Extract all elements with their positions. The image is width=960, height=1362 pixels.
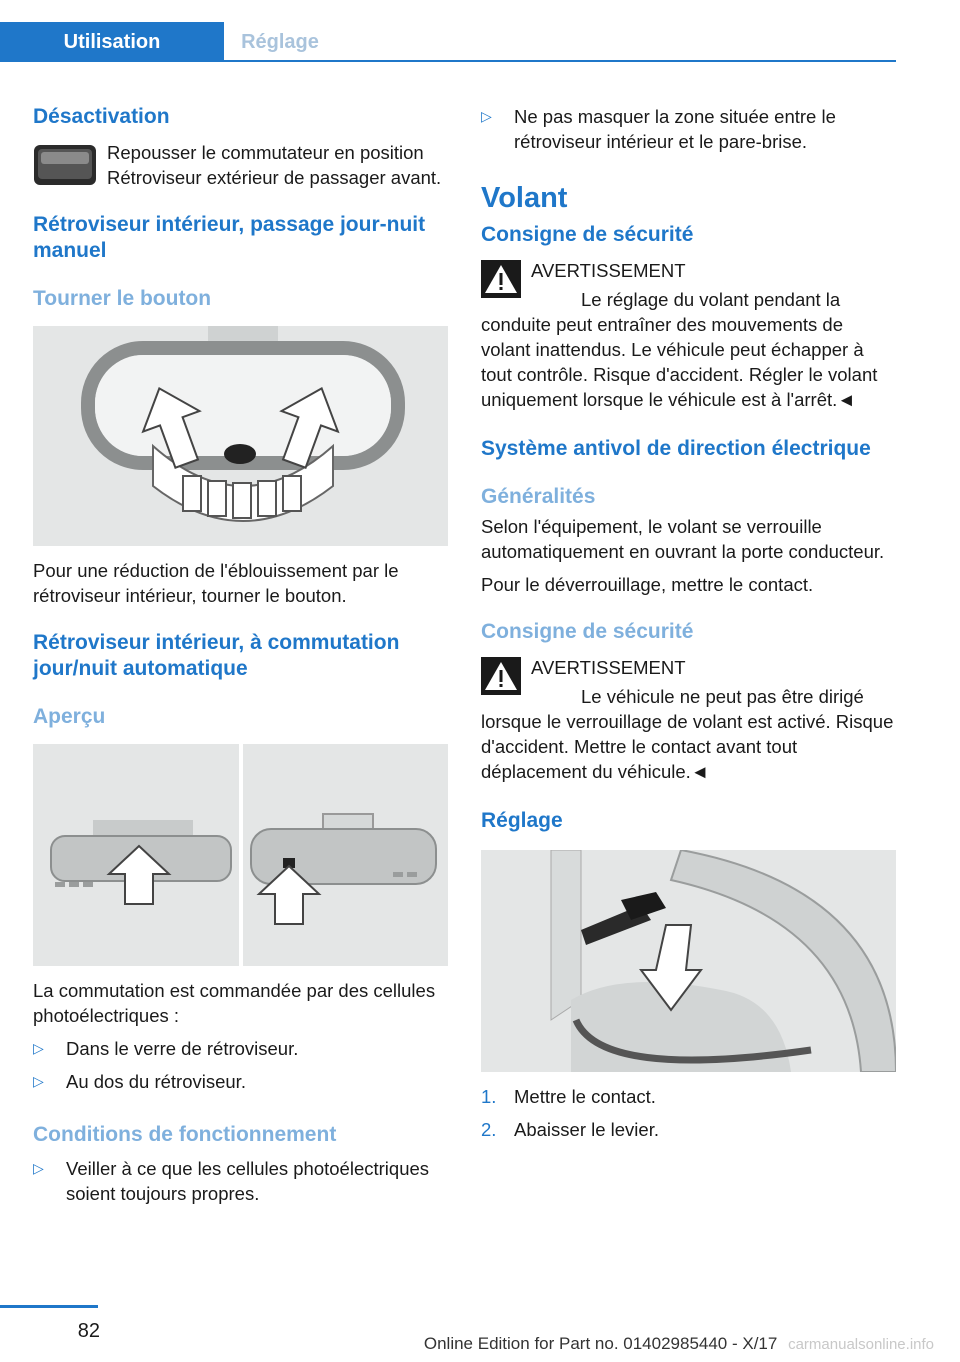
generalites-heading: Généralités xyxy=(481,485,596,508)
right-column xyxy=(481,100,896,1142)
reglage-heading: Réglage xyxy=(481,809,563,832)
desactivation-heading: Désactivation xyxy=(33,105,170,128)
conditions-list xyxy=(33,1156,448,1206)
generalites-text-1: Selon l'équipement, le volant se verrouille automatiquement en ouvrant la porte conducteur. xyxy=(481,516,885,562)
tab-reglage[interactable]: Réglage xyxy=(241,31,319,53)
edition-text: Online Edition for Part no. 01402985440 - X/17 carmanualsonline.info xyxy=(423,1334,934,1353)
desactivation-block xyxy=(33,140,448,190)
photocell-illustration xyxy=(33,744,448,966)
apercu-subheading: Aperçu xyxy=(33,705,106,728)
triangle-bullet-icon: ▷ xyxy=(33,1040,44,1056)
auto-mirror-figure xyxy=(33,744,448,966)
antivol-safety-heading: Consigne de sécurité xyxy=(481,620,694,643)
manual-mirror-figure xyxy=(33,326,448,546)
manual-mirror-heading: Rétroviseur intérieur, passage jour-nuit manuel xyxy=(33,213,426,262)
volant-warning-text: Le réglage du volant pendant la conduite peut entraîner des mouvements de volant inattendus. Le véhicule peut échapper à tout contrôle. Risque d'accident. Régler le volant uniquement lorsque le véhicule est à l'arrêt.◄ xyxy=(481,289,878,410)
triangle-bullet-icon: ▷ xyxy=(33,1073,44,1089)
footer-rule xyxy=(0,1305,98,1308)
list-item: ▷ Dans le verre de rétroviseur. xyxy=(33,1038,299,1059)
volant-warning xyxy=(481,258,896,412)
antivol-warning xyxy=(481,655,896,784)
volant-safety-heading: Consigne de sécurité xyxy=(481,223,694,246)
tab-utilisation[interactable]: Utilisation xyxy=(0,22,224,60)
reglage-steps xyxy=(481,1084,896,1142)
desactivation-text: Repousser le commutateur en position Rétroviseur extérieur de passager avant. xyxy=(107,142,442,188)
list-item: ▷ Au dos du rétroviseur. xyxy=(33,1071,246,1092)
page-number: 82 xyxy=(77,1320,100,1342)
warning-label: AVERTISSEMENT xyxy=(531,657,686,678)
triangle-bullet-icon: ▷ xyxy=(33,1160,44,1176)
left-column xyxy=(33,100,448,1206)
auto-mirror-heading: Rétroviseur intérieur, à commutation jour/nuit automatique xyxy=(33,631,400,680)
volant-title: Volant xyxy=(481,182,568,214)
list-item: ▷ Veiller à ce que les cellules photoélectriques soient toujours propres. xyxy=(33,1158,430,1204)
antivol-warning-text: Le véhicule ne peut pas être dirigé lorsque le verrouillage de volant est activé. Risque d'accident. Mettre le contact avant tout déplacement du véhicule.◄ xyxy=(481,686,894,782)
list-item: 1. Mettre le contact. xyxy=(481,1086,656,1107)
steering-lever-figure xyxy=(481,850,896,1072)
triangle-bullet-icon: ▷ xyxy=(481,108,492,124)
steering-lever-illustration xyxy=(481,850,896,1072)
warning-label: AVERTISSEMENT xyxy=(531,260,686,281)
photocell-list xyxy=(33,1036,448,1094)
switch-button-icon xyxy=(33,144,97,186)
list-item: 2. Abaisser le levier. xyxy=(481,1119,659,1140)
top-list xyxy=(481,104,896,154)
auto-mirror-text: La commutation est commandée par des cellules photoélectriques : xyxy=(33,980,436,1026)
tab-underline xyxy=(0,60,896,62)
conditions-heading: Conditions de fonctionnement xyxy=(33,1123,337,1146)
antivol-heading: Système antivol de direction électrique xyxy=(481,437,871,460)
turn-button-subheading: Tourner le bouton xyxy=(33,287,212,310)
generalites-text-2: Pour le déverrouillage, mettre le contact. xyxy=(481,574,814,595)
list-item: ▷ Ne pas masquer la zone située entre le rétroviseur intérieur et le pare-brise. xyxy=(481,106,836,152)
chapter-tabs xyxy=(0,22,896,62)
manual-mirror-text: Pour une réduction de l'éblouissement par le rétroviseur intérieur, tourner le bouton. xyxy=(33,560,399,606)
warning-triangle-icon xyxy=(481,657,521,695)
mirror-rotate-illustration xyxy=(33,326,448,546)
watermark: carmanualsonline.info xyxy=(788,1336,934,1353)
warning-triangle-icon xyxy=(481,260,521,298)
